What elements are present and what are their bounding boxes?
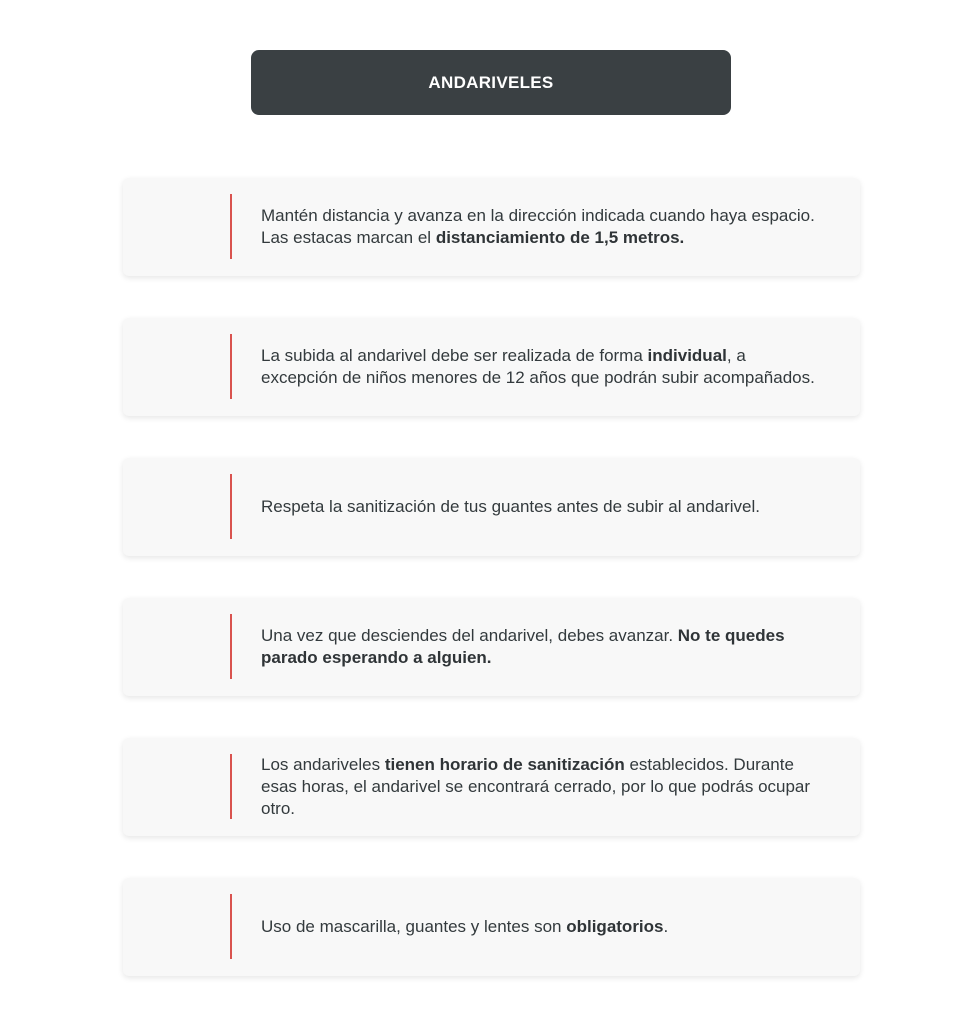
rule-text-part: La subida al andarivel debe ser realizada de forma [261, 346, 648, 365]
rule-icon-area [123, 598, 231, 696]
rule-text-part: , a excepción de niños menores de 12 años que podrán subir acompañados. [261, 346, 815, 387]
rule-card [123, 878, 860, 976]
rule-text-bold: individual [647, 346, 727, 365]
rule-accent-line [230, 754, 232, 819]
page-title-bar [251, 50, 731, 115]
rule-accent-line [230, 614, 232, 679]
rule-text-part: Uso de mascarilla, guantes y lentes son [261, 917, 567, 936]
rule-card [123, 458, 860, 556]
rule-card [123, 318, 860, 416]
rule-text-part: Una vez que desciendes del andarivel, debes avanzar. [261, 626, 678, 645]
rule-text [261, 178, 820, 276]
rule-text [261, 738, 820, 836]
rule-text-bold: No te quedes parado esperando a alguien. [261, 626, 785, 667]
rule-icon-area [123, 878, 231, 976]
rule-text-bold: tienen horario de sanitización [384, 755, 625, 774]
rule-text-bold: distanciamiento de 1,5 metros. [435, 228, 685, 247]
rule-text-bold: obligatorios [566, 917, 664, 936]
rule-accent-line [230, 194, 232, 259]
rule-text-part: Respeta la sanitización de tus guantes antes de subir al andarivel. [261, 497, 760, 516]
rule-accent-line [230, 894, 232, 959]
rule-text [261, 598, 820, 696]
rule-text-part: Los andariveles [261, 755, 385, 774]
rule-icon-area [123, 178, 231, 276]
rule-card [123, 738, 860, 836]
rule-card [123, 598, 860, 696]
rule-icon-area [123, 738, 231, 836]
rule-icon-area [123, 458, 231, 556]
rule-text-part: Mantén distancia y avanza en la dirección indicada cuando haya espacio. Las estacas marcan el [261, 206, 815, 247]
rule-accent-line [230, 474, 232, 539]
rule-text [261, 458, 820, 556]
rule-card [123, 178, 860, 276]
rule-accent-line [230, 334, 232, 399]
page-title: ANDARIVELES [428, 72, 554, 92]
rule-text [261, 318, 820, 416]
rule-icon-area [123, 318, 231, 416]
rule-text-part: . [663, 917, 669, 936]
rule-text [261, 878, 820, 976]
rule-text-part: establecidos. Durante esas horas, el andarivel se encontrará cerrado, por lo que podrás ocupar otro. [261, 755, 811, 818]
